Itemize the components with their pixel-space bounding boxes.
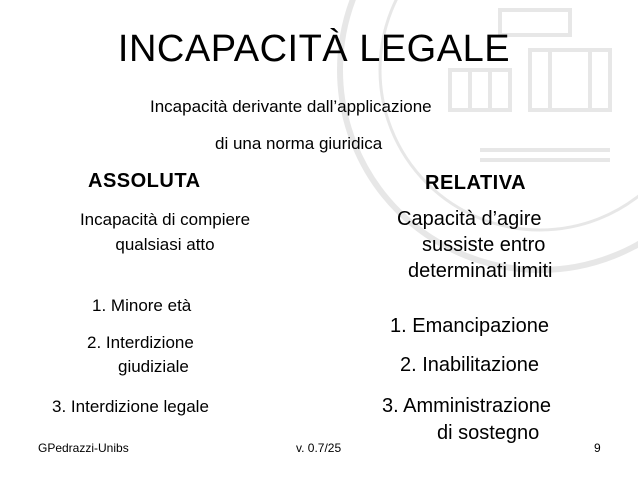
slide-title: INCAPACITÀ LEGALE — [117, 28, 511, 70]
list-item-number: 3. — [382, 395, 399, 417]
list-item — [390, 315, 549, 338]
list-item — [400, 354, 539, 377]
right-column-description-line3: determinati limiti — [408, 260, 553, 282]
list-item-number: 1. — [390, 315, 407, 337]
right-column-heading: RELATIVA — [425, 172, 527, 194]
slide-subtitle-line2: di una norma giuridica — [215, 134, 383, 153]
list-item — [87, 333, 194, 353]
list-item-number: 3. — [52, 397, 67, 416]
list-item-number: 2. — [400, 354, 417, 376]
footer-author: GPedrazzi-Unibs — [38, 441, 129, 455]
footer-version: v. 0.7/25 — [296, 441, 342, 455]
list-item-continuation: giudiziale — [118, 357, 189, 376]
list-item-continuation: di sostegno — [437, 422, 540, 444]
list-item-label: Inabilitazione — [422, 354, 539, 376]
slide-subtitle-line1: Incapacità derivante dall’applicazione — [150, 97, 432, 116]
list-item — [382, 395, 551, 418]
list-item-label: Interdizione legale — [70, 397, 209, 416]
list-item — [52, 397, 209, 417]
right-column-description-line2: sussiste entro — [422, 234, 546, 256]
right-column-description-line1: Capacità d’agire — [397, 208, 542, 230]
list-item-label: Emancipazione — [412, 315, 549, 337]
list-item-label: Interdizione — [105, 333, 194, 352]
list-item-label: Amministrazione — [403, 395, 551, 417]
list-item — [92, 296, 191, 316]
list-item-number: 2. — [87, 333, 102, 352]
list-item-number: 1. — [92, 296, 107, 315]
left-column-description: Incapacità di compiere qualsiasi atto — [79, 210, 251, 254]
list-item-label: Minore età — [110, 296, 192, 315]
page-number: 9 — [594, 441, 601, 455]
left-column-heading: ASSOLUTA — [88, 170, 201, 192]
